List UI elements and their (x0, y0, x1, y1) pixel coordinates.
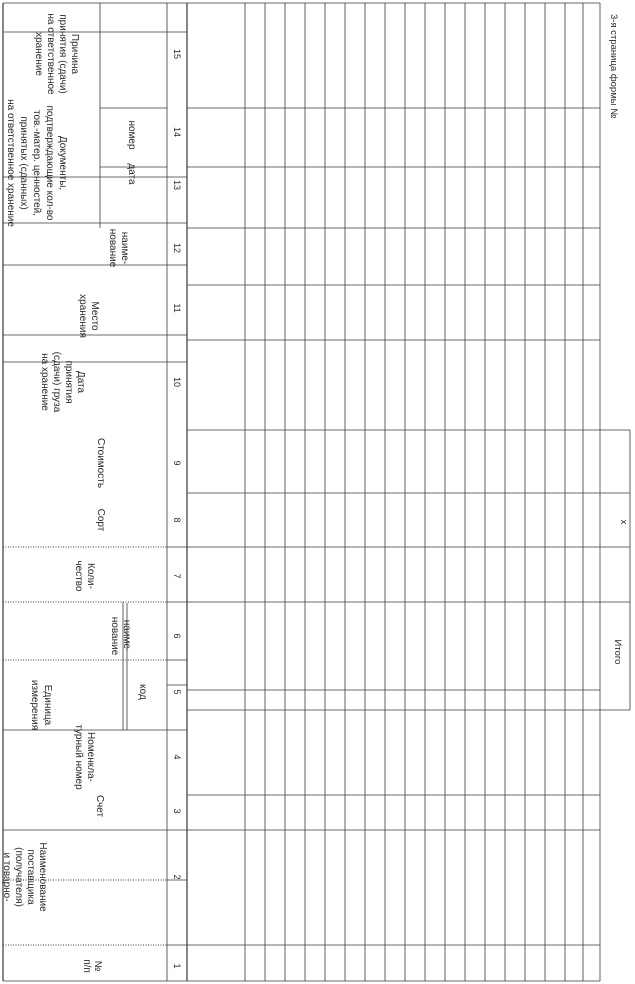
header-c3 (94, 795, 105, 818)
column-number: 4 (172, 754, 182, 760)
header-line: и товарно- (1, 852, 12, 902)
header-c56 (29, 680, 53, 730)
header-c2 (0, 830, 48, 923)
header-line: дата (126, 163, 137, 185)
column-headers (0, 13, 148, 972)
header-line: чество (73, 560, 84, 592)
header-line: хранение (33, 32, 44, 76)
header-c7 (73, 560, 96, 592)
header-line: тов.-матер. ценностей, (31, 110, 42, 216)
header-line: принятия (сдачи) (57, 14, 68, 94)
header-line: № (92, 960, 103, 972)
total-label: Итого (612, 639, 623, 665)
header-c13 (126, 163, 137, 185)
header-c4 (73, 724, 96, 790)
column-number: 9 (172, 460, 182, 466)
column-number: 12 (172, 242, 182, 254)
column-number: 1 (172, 963, 182, 969)
header-c1 (81, 959, 103, 973)
header-c9 (95, 438, 106, 488)
header-c8 (95, 509, 106, 532)
column-number: 3 (172, 808, 182, 814)
header-line: Коли- (85, 563, 96, 589)
header-line: Наименование (37, 842, 48, 912)
header-c10 (39, 352, 86, 413)
header-line: Причина (69, 33, 80, 75)
header-line: принятых (сданных) (18, 116, 29, 210)
header-line: код (137, 684, 148, 700)
header-line: Номенкла- (85, 732, 96, 782)
header-line: Стоимость (95, 437, 106, 489)
header-line: (получателя) (13, 847, 24, 907)
header-line: принятия (63, 360, 74, 404)
column-number: 10 (172, 376, 182, 388)
column-number: 14 (172, 126, 182, 138)
header-line: подтверждающие кол-во (44, 105, 55, 221)
page-label: 3-я страница формы № (608, 14, 619, 119)
header-line: нование (109, 616, 120, 656)
header-c11 (77, 294, 100, 338)
header-line: хранения (77, 294, 88, 338)
header-line: нование (107, 228, 118, 268)
header-line: (сдачи) груза (51, 351, 62, 413)
header-line: Единица (42, 684, 53, 726)
header-line: измерения (29, 679, 40, 731)
header-c6 (109, 617, 132, 656)
column-number: 15 (172, 48, 182, 60)
header-line: на хранение (39, 353, 50, 411)
column-number: 11 (172, 303, 182, 313)
header-line: на ответственное хранение (5, 99, 16, 227)
header-line: на ответственное (45, 13, 56, 95)
header-c15 (33, 13, 80, 95)
total-mark: x (618, 519, 629, 525)
column-numbers (172, 49, 182, 969)
header-c12 (107, 229, 130, 268)
header-line: Счет (94, 794, 105, 818)
header-line: номер (126, 120, 137, 150)
column-number: 6 (172, 633, 182, 639)
column-number: 2 (172, 874, 182, 880)
header-line: турный номер (73, 724, 84, 790)
header-line: Документы, (57, 135, 68, 191)
header-line: Сорт (95, 508, 106, 532)
column-number: 13 (172, 179, 182, 191)
header-c1214 (5, 99, 68, 227)
header-line: наиме- (121, 619, 132, 653)
column-number: 8 (172, 517, 182, 523)
column-number: 5 (172, 689, 182, 695)
header-line: п/п (81, 959, 92, 973)
form-table-grid (3, 3, 630, 981)
header-line: поставщика (25, 849, 36, 905)
header-line: Дата (75, 370, 86, 394)
header-c14 (126, 120, 137, 150)
column-number: 7 (172, 573, 182, 579)
header-line: Место (89, 301, 100, 331)
header-line: наиме- (119, 231, 130, 265)
header-c5 (137, 684, 148, 700)
